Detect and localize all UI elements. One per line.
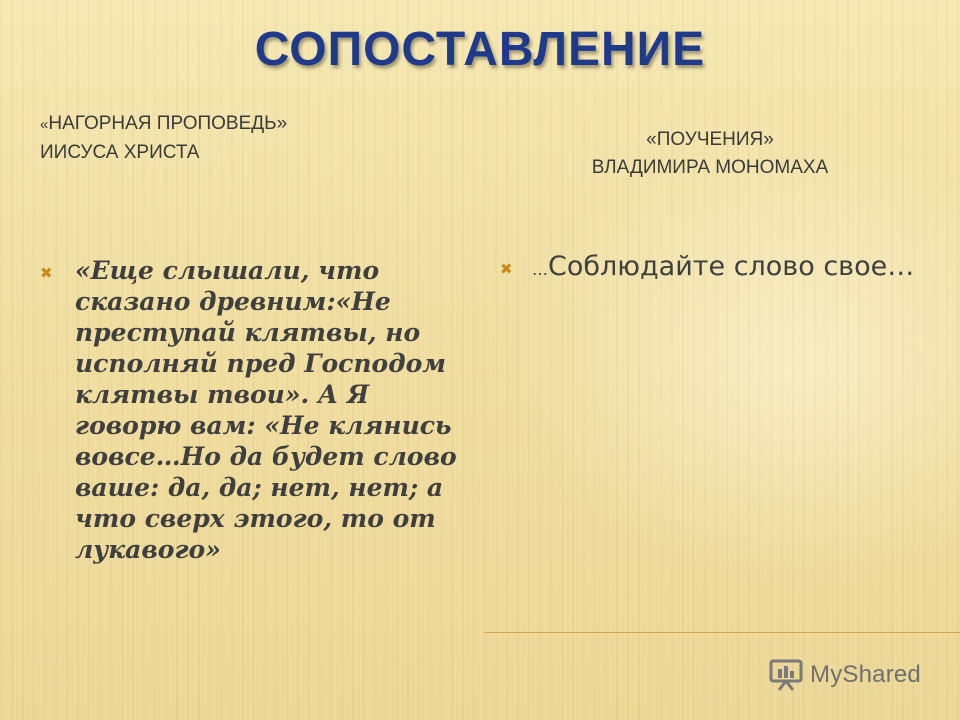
right-quote [532, 248, 922, 288]
right-header-line2: ВЛАДИМИРА МОНОМАХА [591, 157, 829, 178]
left-header-line1 [40, 110, 420, 139]
left-bullet-icon: ✖ [40, 264, 53, 282]
right-header-line1: «ПОУЧЕНИЯ» [646, 129, 774, 150]
left-quote-text: «Еще слышали, что сказано древним:«Не преступай клятвы, но исполняй пред Господом клятвы твои». А Я говорю вам: «Не клянись вовсе…Но да будет слово ваше: да, да; нет, нет; а что сверх этого, то от лукавого» [75, 256, 457, 564]
watermark-logo-text: MyShared [810, 661, 921, 688]
left-column-header [40, 110, 420, 167]
left-header-title: НАГОРНАЯ ПРОПОВЕДЬ» [48, 113, 288, 134]
bottom-divider [484, 632, 960, 633]
presentation-board-icon [768, 658, 804, 692]
right-bullet-icon: ✖ [500, 260, 513, 278]
right-column-header [500, 126, 920, 182]
slide-title: СОПОСТАВЛЕНИЕ [254, 23, 706, 76]
left-header-open-quote: « [40, 116, 49, 133]
right-quote-text: Соблюдайте слово свое… [548, 251, 915, 282]
right-quote-ellipsis: … [532, 260, 548, 279]
left-header-line2: ИИСУСА ХРИСТА [40, 142, 200, 163]
myshared-watermark [768, 655, 921, 695]
